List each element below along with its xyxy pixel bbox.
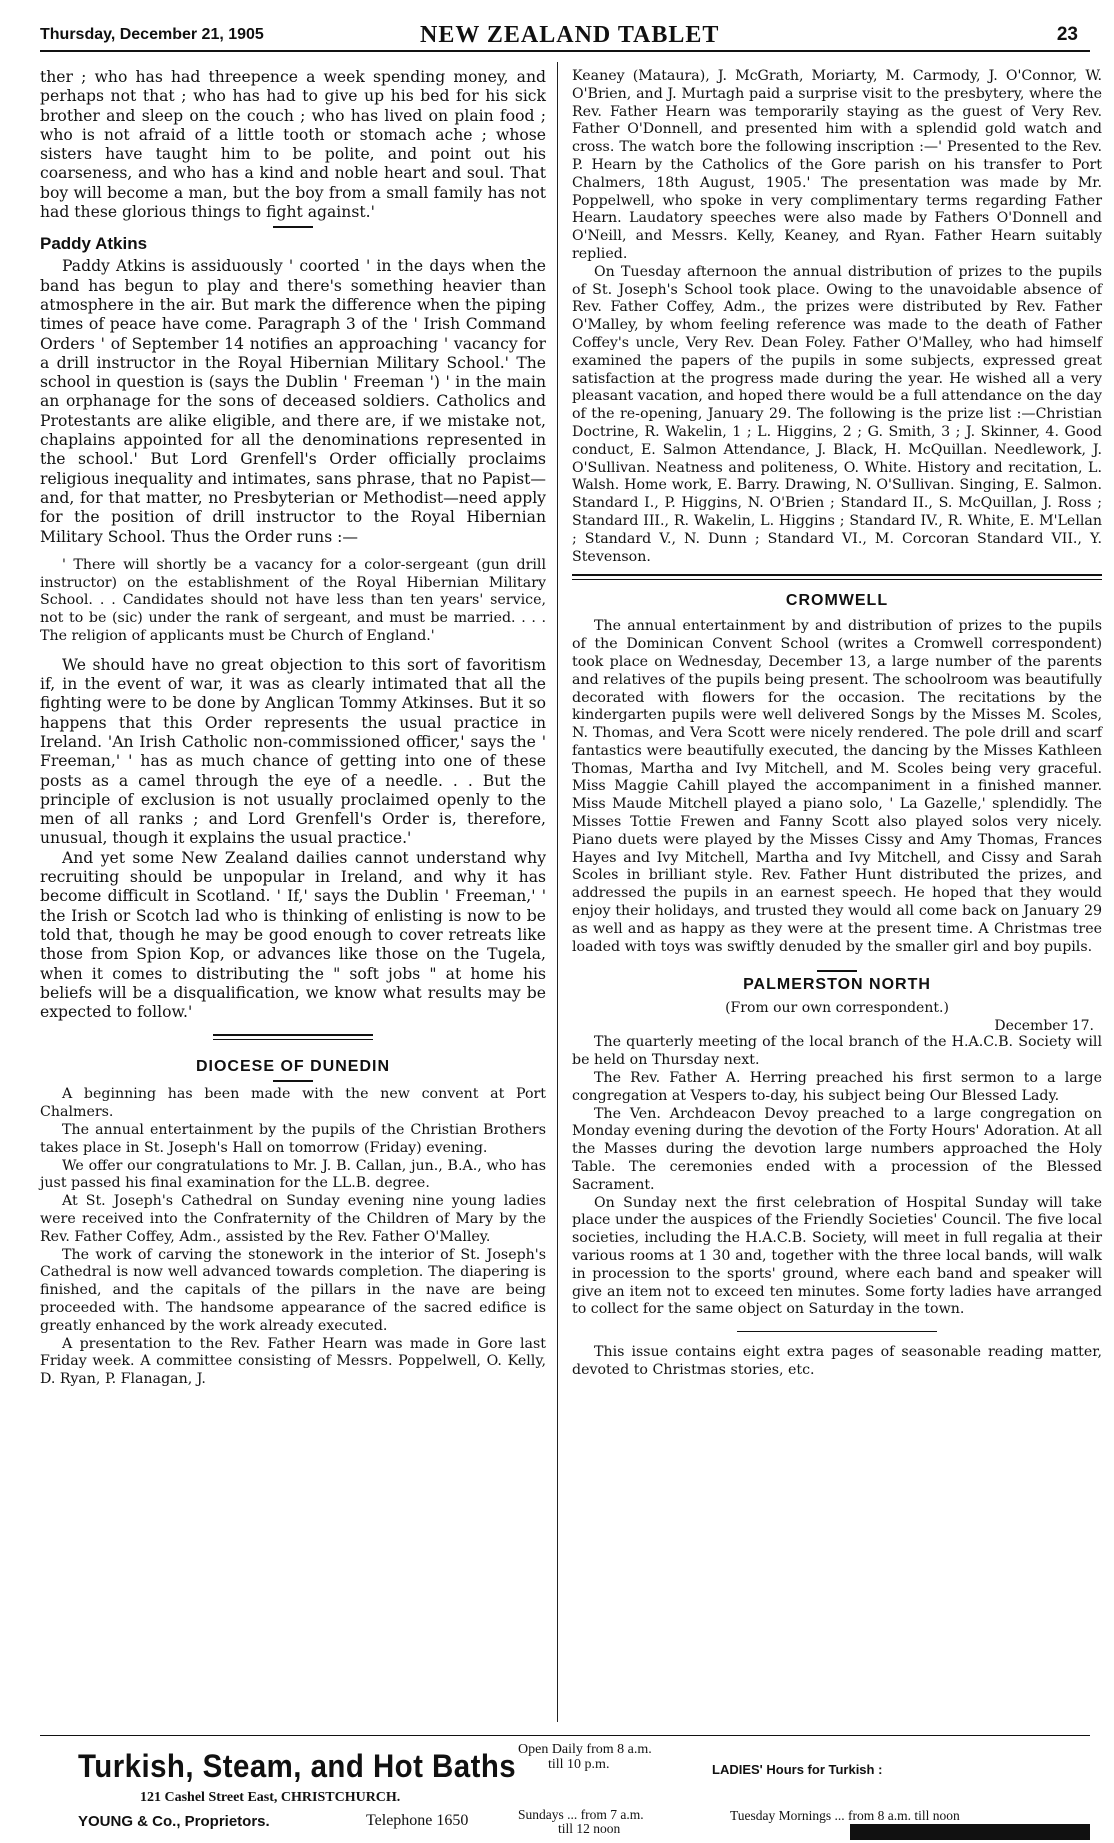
gore-continuation: Keaney (Mataura), J. McGrath, Moriarty, M. Carmody, J. O'Connor, W. O'Brien, and J. Murtagh paid a surprise visit to the presbytery, where the Rev. Father Hearn was temporarily staying as the guest of Very Rev. Father O'Donnell, and presented him with a splendid gold watch and cross. The watch bore the following inscription :—' Presented to the Rev. P. Hearn by the Catholics of the Gore parish on his transfer to Port Chalmers, 18th August, 1905.' The presentation was made by Mr. Poppelwell, who spoke in very complimentary terms regarding Father Hearn. Laudatory speeches were also made by Fathers O'Donnell and O'Neill, and Messrs. Kelly, Keaney, and Ryan. Father Hearn suitably replied. <box>572 68 1102 262</box>
sunday-until: till 12 noon <box>558 1821 621 1836</box>
palmerston-paragraph-4: On Sunday next the first celebration of Hospital Sunday will take place under the auspices of the Friendly Societies' Council. The five local societies, including the H.A.C.B. Society, will meet in full regalia at their various rooms at 1 30 and, together with the three local bands, will walk in procession to the sports' ground, where each band and speaker will give an item not to exceed ten minutes. Some forty ladies have arranged to collect for the same object on Saturday in the town. <box>572 1194 1102 1318</box>
palmerston-paragraph-2: The Rev. Father A. Herring preached his first sermon to a large congregation at Vespers to-day, his subject being Our Blessed Lady. <box>572 1070 1102 1104</box>
baths-advert-title: Turkish, Steam, and Hot Baths <box>78 1748 517 1784</box>
left-column <box>40 68 546 1389</box>
intro-paragraph: ther ; who has had threepence a week spending money, and perhaps not that ; who has had to give up his bed for his sick brother and sleep on the couch ; who has lived on plain food ; who is not afraid of a little tooth or stomach ache ; whose sisters have taught him to be polite, and point out his coarseness, and who has a kind and noble heart and soul. That boy will become a man, but the boy from a small family has not had these glorious things to fight against.' <box>40 68 546 222</box>
masthead-rule <box>40 50 1090 52</box>
advert-rule <box>40 1735 1090 1736</box>
dunedin-paragraph-4: At St. Joseph's Cathedral on Sunday evening nine young ladies were received into the Confraternity of the Children of Mary by the Rev. Father Coffey, Adm., assisted by the Rev. Father O'Malley. <box>40 1193 546 1245</box>
advert-proprietors: YOUNG & Co., Proprietors. <box>78 1813 270 1830</box>
dunedin-paragraph-6: A presentation to the Rev. Father Hearn was made in Gore last Friday week. A committee consisting of Messrs. Poppelwell, O. Kelly, D. Ryan, P. Flanagan, J. <box>40 1335 546 1388</box>
spacer <box>40 547 546 557</box>
prize-distribution-paragraph: On Tuesday afternoon the annual distribution of prizes to the pupils of St. Joseph's School took place. Owing to the unavoidable absence of Rev. Father Coffey, Adm., the prizes were distributed by Rev. Father O'Malley, by whom feeling reference was made to the death of Father Coffey's uncle, Very Rev. Dean Foley. Father O'Malley, who had himself examined the papers of the pupils in some subjects, expressed great satisfaction at the progress made during the year. He wished all a very pleasant vacation, and hoped there would be a full attendance on the day of the re-opening, January 29. The following is the prize list :—Christian Doctrine, R. Wakelin, 1 ; L. Higgins, 2 ; G. Smith, 3 ; J. Skinner, 4. Good conduct, E. Salmon Attendance, J. Black, H. McQuillan. Needlework, J. O'Sullivan. Neatness and politeness, O. White. History and recitation, L. Walsh. Home work, E. Barry. Drawing, N. O'Sullivan. Singing, E. Salmon. Standard I., P. Higgins, N. O'Brien ; Standard II., S. McQuillan, J. Ross ; Standard III., R. Wakelin, L. Higgins ; Standard IV., R. White, E. M'Lellan ; Standard V., N. Dunn ; Standard VI., M. Corcoran Standard VII., Y. Stevenson. <box>572 263 1102 565</box>
dunedin-paragraph-5: The work of carving the stonework in the interior of St. Joseph's Cathedral is now well advanced towards completion. The diapering is finished, and the capitals of the pillars in the nave are being proceeded with. The handsome appearance of the sacred edifice is greatly enhanced by the work already executed. <box>40 1246 546 1334</box>
advert-dark-bar <box>850 1824 1090 1840</box>
paddy-atkins-heading: Paddy Atkins <box>40 234 148 254</box>
separator-rule <box>273 1080 313 1082</box>
separator-rule <box>737 1331 937 1332</box>
column-divider <box>557 62 558 1722</box>
newspaper-title: NEW ZEALAND TABLET <box>420 22 720 48</box>
open-daily: Open Daily from 8 a.m. <box>518 1742 652 1757</box>
palmerston-paragraph-1: The quarterly meeting of the local branch of the H.A.C.B. Society will be held on Thursday next. <box>572 1034 1102 1069</box>
ladies-hours-label: LADIES' Hours for Turkish : <box>712 1762 883 1777</box>
paddy-paragraph-3: And yet some New Zealand dailies cannot understand why recruiting should be unpopular in Ireland, and why it has become difficult in Scotland. ' If,' says the Dublin ' Freeman,' ' the Irish or Scotch lad who is thinking of enlisting is now to be told that, though he may be good enough to cover retreats like those from Spion Kop, or advances like those on the Tugela, when it comes to distributing the " soft jobs " at home his beliefs will be a disqualification, we know what results may be expected to follow.' <box>40 848 546 1022</box>
dunedin-heading: DIOCESE OF DUNEDIN <box>195 1058 390 1076</box>
extra-pages-notice: This issue contains eight extra pages of seasonable reading matter, devoted to Christmas stories, etc. <box>572 1344 1102 1378</box>
spacer <box>40 646 546 656</box>
right-column <box>572 68 1102 1380</box>
opening-hours <box>518 1742 652 1772</box>
open-until: till 10 p.m. <box>548 1757 610 1772</box>
palmerston-paragraph-3: The Ven. Archdeacon Devoy preached to a large congregation on Monday evening during the devotion of the Forty Hours' Adoration. At all the Masses during the devotion large numbers approached the Holy Table. The ceremonies ended with a procession of the Blessed Sacrament. <box>572 1105 1102 1193</box>
issue-date: Thursday, December 21, 1905 <box>40 26 264 43</box>
separator-rule <box>273 226 313 228</box>
page-number: 23 <box>1056 24 1078 45</box>
sunday-from: Sundays ... from 7 a.m. <box>518 1807 644 1822</box>
separator-rule <box>817 970 857 972</box>
correspondent-note: (From our own correspondent.) <box>725 1000 949 1017</box>
masthead <box>40 24 1090 50</box>
cromwell-paragraph: The annual entertainment by and distribution of prizes to the pupils of the Dominican Convent School (writes a Cromwell correspondent) took place on Wednesday, December 13, a large number of the parents and relatives of the pupils being present. The schoolroom was beautifully decorated with flowers for the occasion. The recitations by the kindergarten pupils were well delivered Songs by the Misses M. Scoles, N. Thomas, and Vera Scott were nicely rendered. The pole drill and scarf fantastics were beautifully executed, the dancing by the Misses Kathleen Thomas, Martha and Ivy Mitchell, and M. Scoles being very graceful. Miss Maggie Cahill played the accompaniment in a finished manner. Miss Maude Mitchell played a piano solo, ' La Gazelle,' splendidly. The Misses Tottie Frewen and Fanny Scott also played solos very nicely. Piano duets were played by the Misses Cissy and Amy Thomas, Frances Hayes and Ivy Mitchell, Martha and Ivy Mitchell, and Cissy and Sarah Scoles in brilliant style. Rev. Father Hunt distributed the prizes, and addressed the pupils in an earnest speech. He hoped that they would enjoy their holidays, and trusted they would all come back on January 29 as well and as happy as they were at the present time. A Christmas tree loaded with toys was swiftly denuded by the smaller girl and boy pupils. <box>572 618 1102 955</box>
tuesday-hours: Tuesday Mornings ... from 8 a.m. till noon <box>730 1808 960 1823</box>
paddy-paragraph-2: We should have no great objection to this sort of favoritism if, in the event of war, it was as clearly intimated that all the fighting were to be done by Anglican Tommy Atkinses. But it so happens that this Order represents the usual practice in Ireland. 'An Irish Catholic non-commissioned officer,' says the ' Freeman,' ' has as much chance of getting into one of these posts as a camel through the eye of a needle. . . But the principle of exclusion is not usually proclaimed openly to the men of all ranks ; and Lord Grenfell's Order is, therefore, unusual, though it explains the usual practice.' <box>40 655 546 848</box>
cromwell-heading: CROMWELL <box>785 592 889 610</box>
sunday-hours <box>518 1808 644 1836</box>
paddy-paragraph-1: Paddy Atkins is assiduously ' coorted ' in the days when the band has begun to play and there's something heavier than atmosphere in the air. But mark the difference when the piping times of peace have come. Paragraph 3 of the ' Irish Command Orders ' of September 14 notifies an approaching ' vacancy for a drill instructor in the Royal Hibernian Military School.' The school in question is (says the Dublin ' Freeman ') ' in the main an orphanage for the sons of deceased soldiers. Catholics and Protestants are alike eligible, and there are, if we mistake not, chaplains appointed for all the denominations represented in the school.' But Lord Grenfell's Order officially proclaims religious inequality and intimates, sans phrase, that no Papist—and, for that matter, no Presbyterian or Methodist—need apply for the position of drill instructor to the Royal Hibernian Military School. Thus the Order runs :— <box>40 257 546 546</box>
dunedin-paragraph-1: A beginning has been made with the new convent at Port Chalmers. <box>40 1086 546 1121</box>
advert-telephone: Telephone 1650 <box>366 1812 469 1829</box>
palmerston-north-heading: PALMERSTON NORTH <box>743 976 931 994</box>
dunedin-paragraph-3: We offer our congratulations to Mr. J. B. Callan, jun., B.A., who has just passed his final examination for the LL.B. degree. <box>40 1157 546 1192</box>
paddy-quote: ' There will shortly be a vacancy for a color-sergeant (gun drill instructor) on the establishment of the Royal Hibernian Military School. . . Candidates should not have less than ten years' service, not to be (sic) under the rank of sergeant, and must be married. . . . The religion of applicants must be Church of England.' <box>40 556 546 645</box>
advert-address: 121 Cashel Street East, CHRISTCHURCH. <box>140 1790 401 1805</box>
dunedin-paragraph-2: The annual entertainment by the pupils of the Christian Brothers takes place in St. Joseph's Hall on tomorrow (Friday) evening. <box>40 1122 546 1156</box>
palmerston-date: December 17. <box>994 1018 1094 1035</box>
